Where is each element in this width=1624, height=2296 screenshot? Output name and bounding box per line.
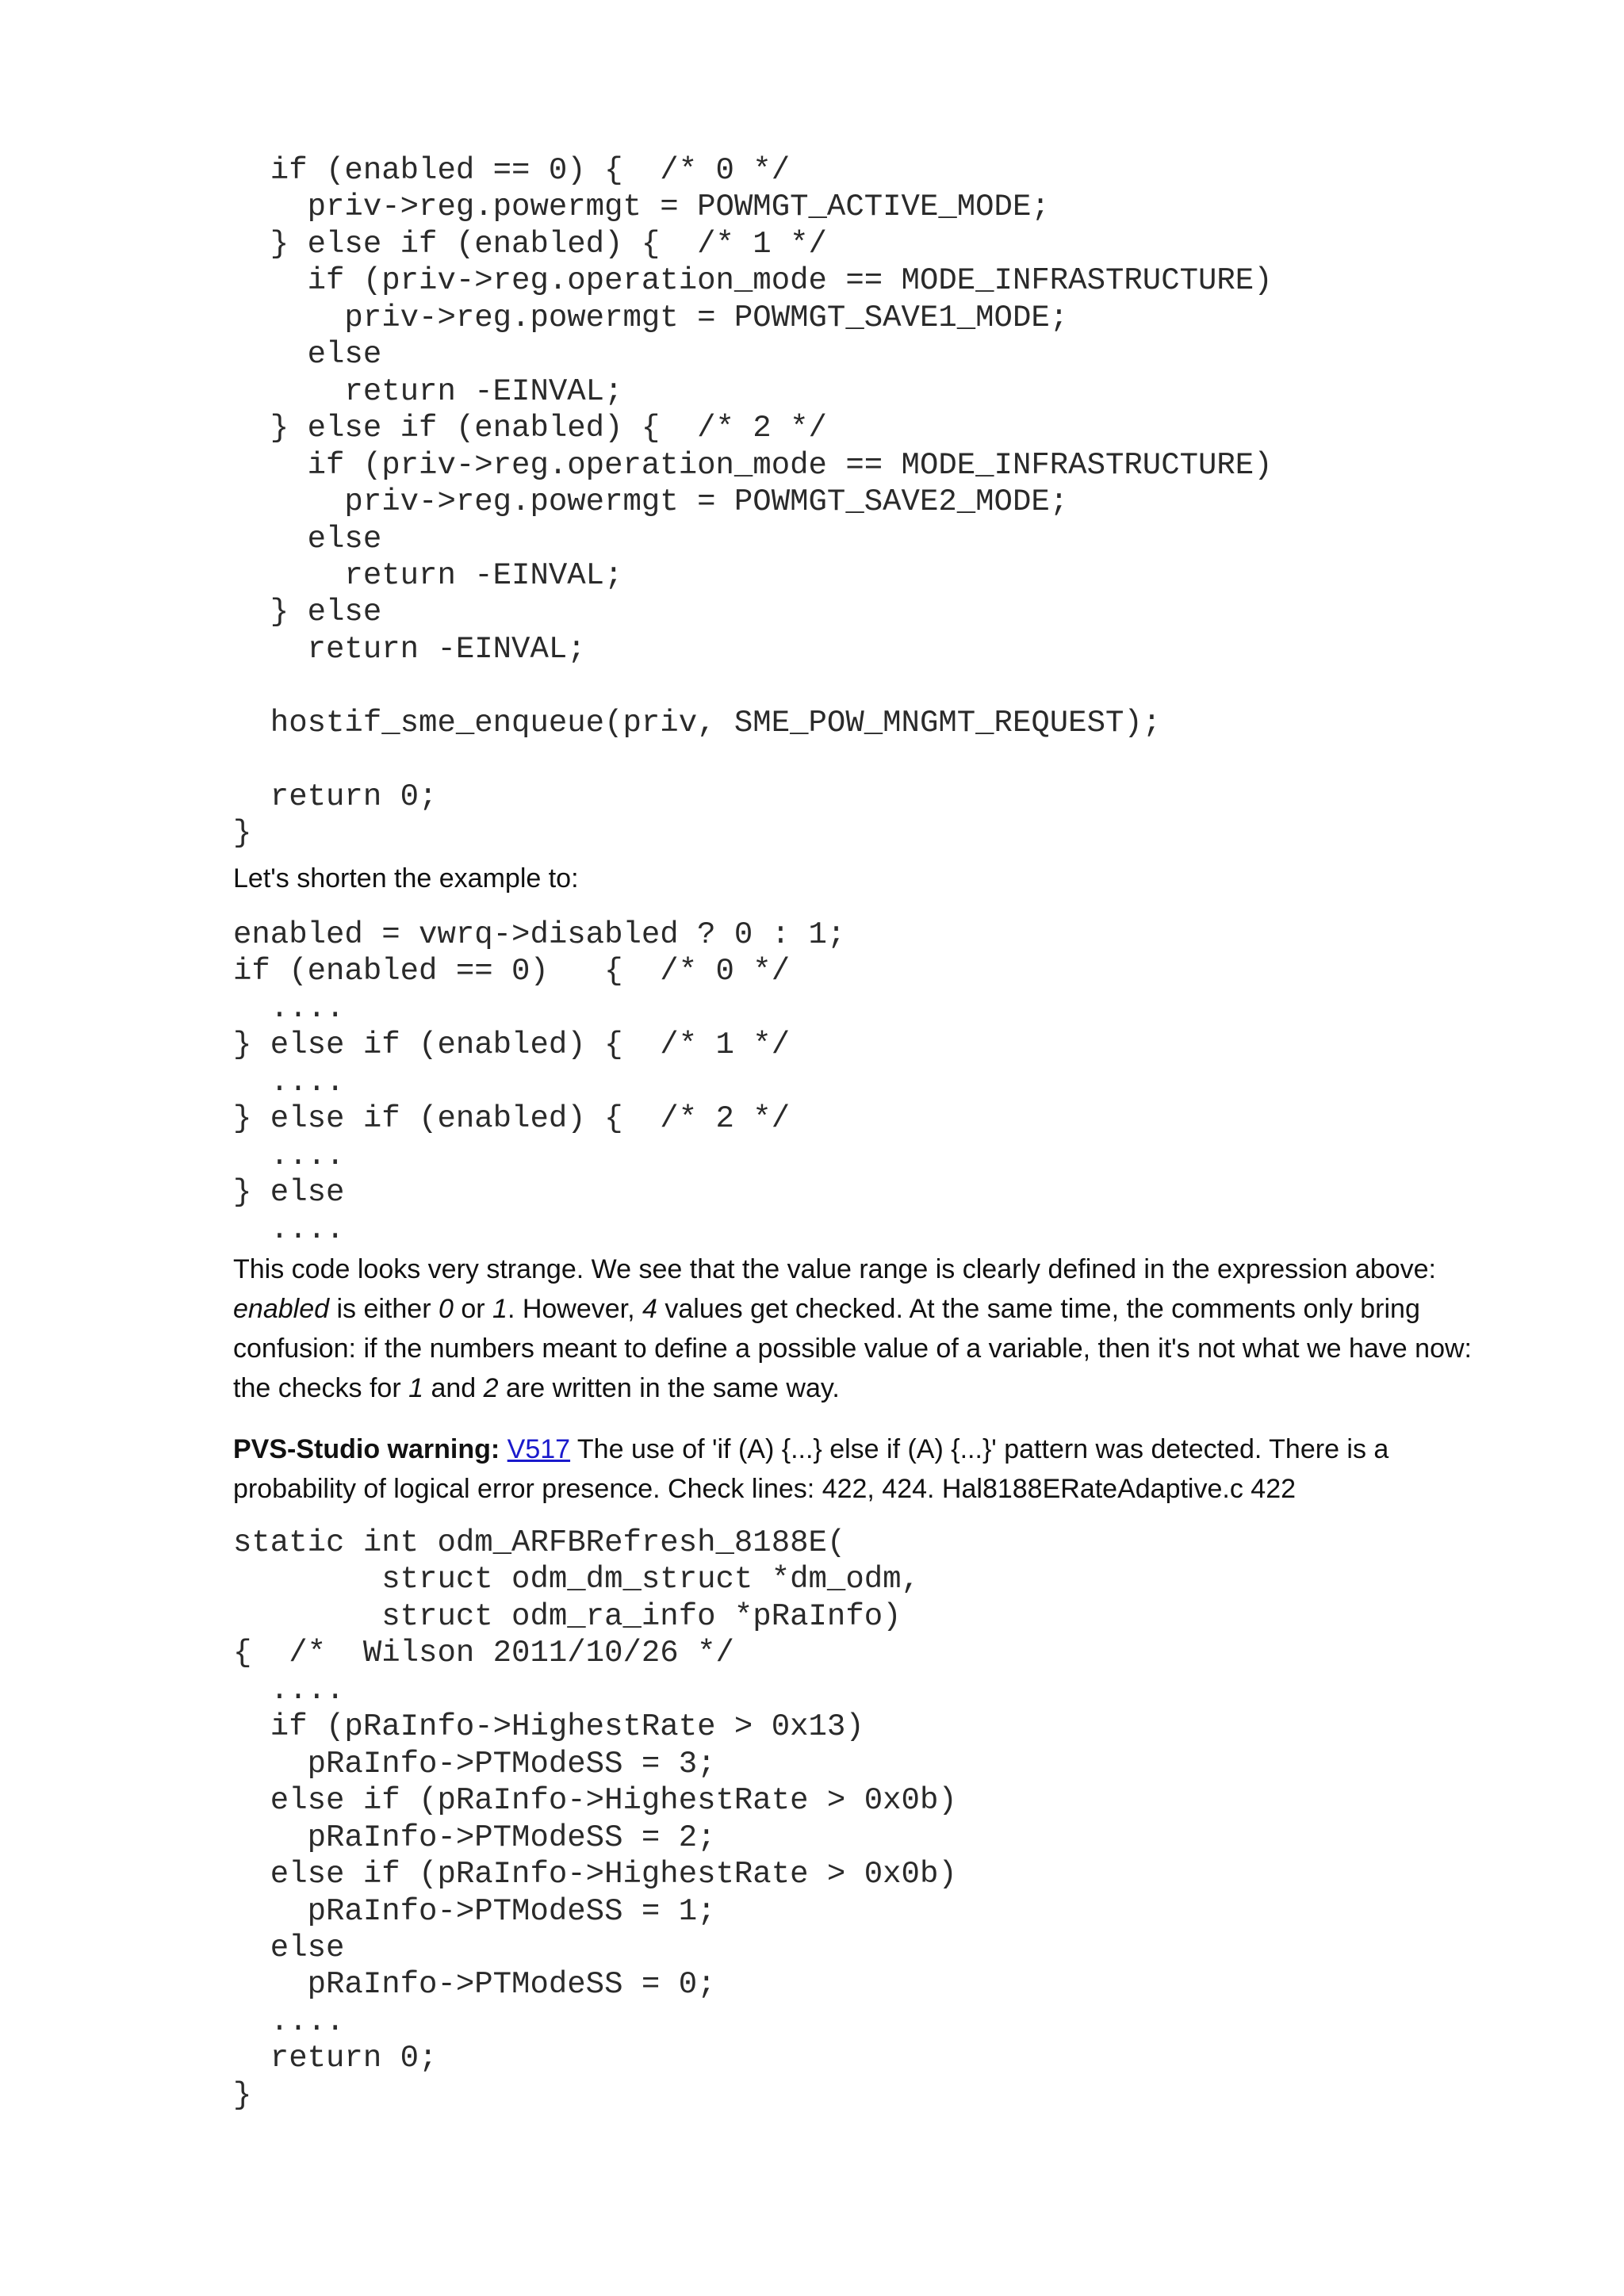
text-fragment: are written in the same way. [498,1373,840,1403]
code-block-arfb-refresh: static int odm_ARFBRefresh_8188E( struct odm_dm_struct *dm_odm, struct odm_ra_info *pRaInfo) { /* Wilson 2011/10/26 */ .... if (pRaInfo->HighestRate > 0x13) pRaInfo->PTModeSS = 3; else if (pRaInfo->HighestRate > 0x0b) pRaInfo->PTModeSS = 2; else if (pRaInfo->HighestRate > 0x0b) pRaInfo->PTModeSS = 1; else pRaInfo->PTModeSS = 0; .... return 0; } [233,1525,957,2113]
paragraph-strange-code [233,1249,1486,1408]
text-fragment: values get checked. At the same time, the comments only bring confusion: if the numbers meant to define a possible value of a variable, then it's not what we have now: the checks for [233,1294,1472,1403]
warning-label: PVS-Studio warning: [233,1434,500,1464]
warning-text: The use of 'if (A) {...} else if (A) {...}' pattern was detected. There is a probability of logical error presence. Check lines: 422, 424. Hal8188ERateAdaptive.c 422 [233,1434,1389,1504]
paragraph-shorten-example: Let's shorten the example to: [233,863,579,894]
italic-term: enabled [233,1294,330,1324]
text-fragment: and [423,1373,484,1403]
italic-term: 0 [438,1294,454,1324]
text-fragment: . However, [507,1294,643,1324]
text-fragment: is either [329,1294,439,1324]
code-block-shortened: enabled = vwrq->disabled ? 0 : 1; if (enabled == 0) { /* 0 */ .... } else if (enabled) { /* 1 */ .... } else if (enabled) { /* 2 */ .... } else .... [233,917,846,1247]
italic-term: 2 [483,1373,499,1403]
code-block-power-mode: if (enabled == 0) { /* 0 */ priv->reg.powermgt = POWMGT_ACTIVE_MODE; } else if (enabled) { /* 1 */ if (priv->reg.operation_mode == MODE_INFRASTRUCTURE) priv->reg.powermgt = POWMGT_SAVE1_MODE; else return -EINVAL; } else if (enabled) { /* 2 */ if (priv->reg.operation_mode == MODE_INFRASTRUCTURE) priv->reg.powermgt = POWMGT_SAVE2_MODE; else return -EINVAL; } else return -EINVAL; hostif_sme_enqueue(priv, SME_POW_MNGMT_REQUEST); return 0; } [233,153,1273,851]
text-fragment: This code looks very strange. We see that the value range is clearly defined in the expression above: [233,1254,1437,1284]
pvs-studio-warning [233,1429,1486,1509]
text-fragment: or [453,1294,493,1324]
italic-term: 4 [642,1294,657,1324]
italic-term: 1 [492,1294,508,1324]
diagnostic-link-v517[interactable]: V517 [507,1434,571,1464]
italic-term: 1 [408,1373,424,1403]
